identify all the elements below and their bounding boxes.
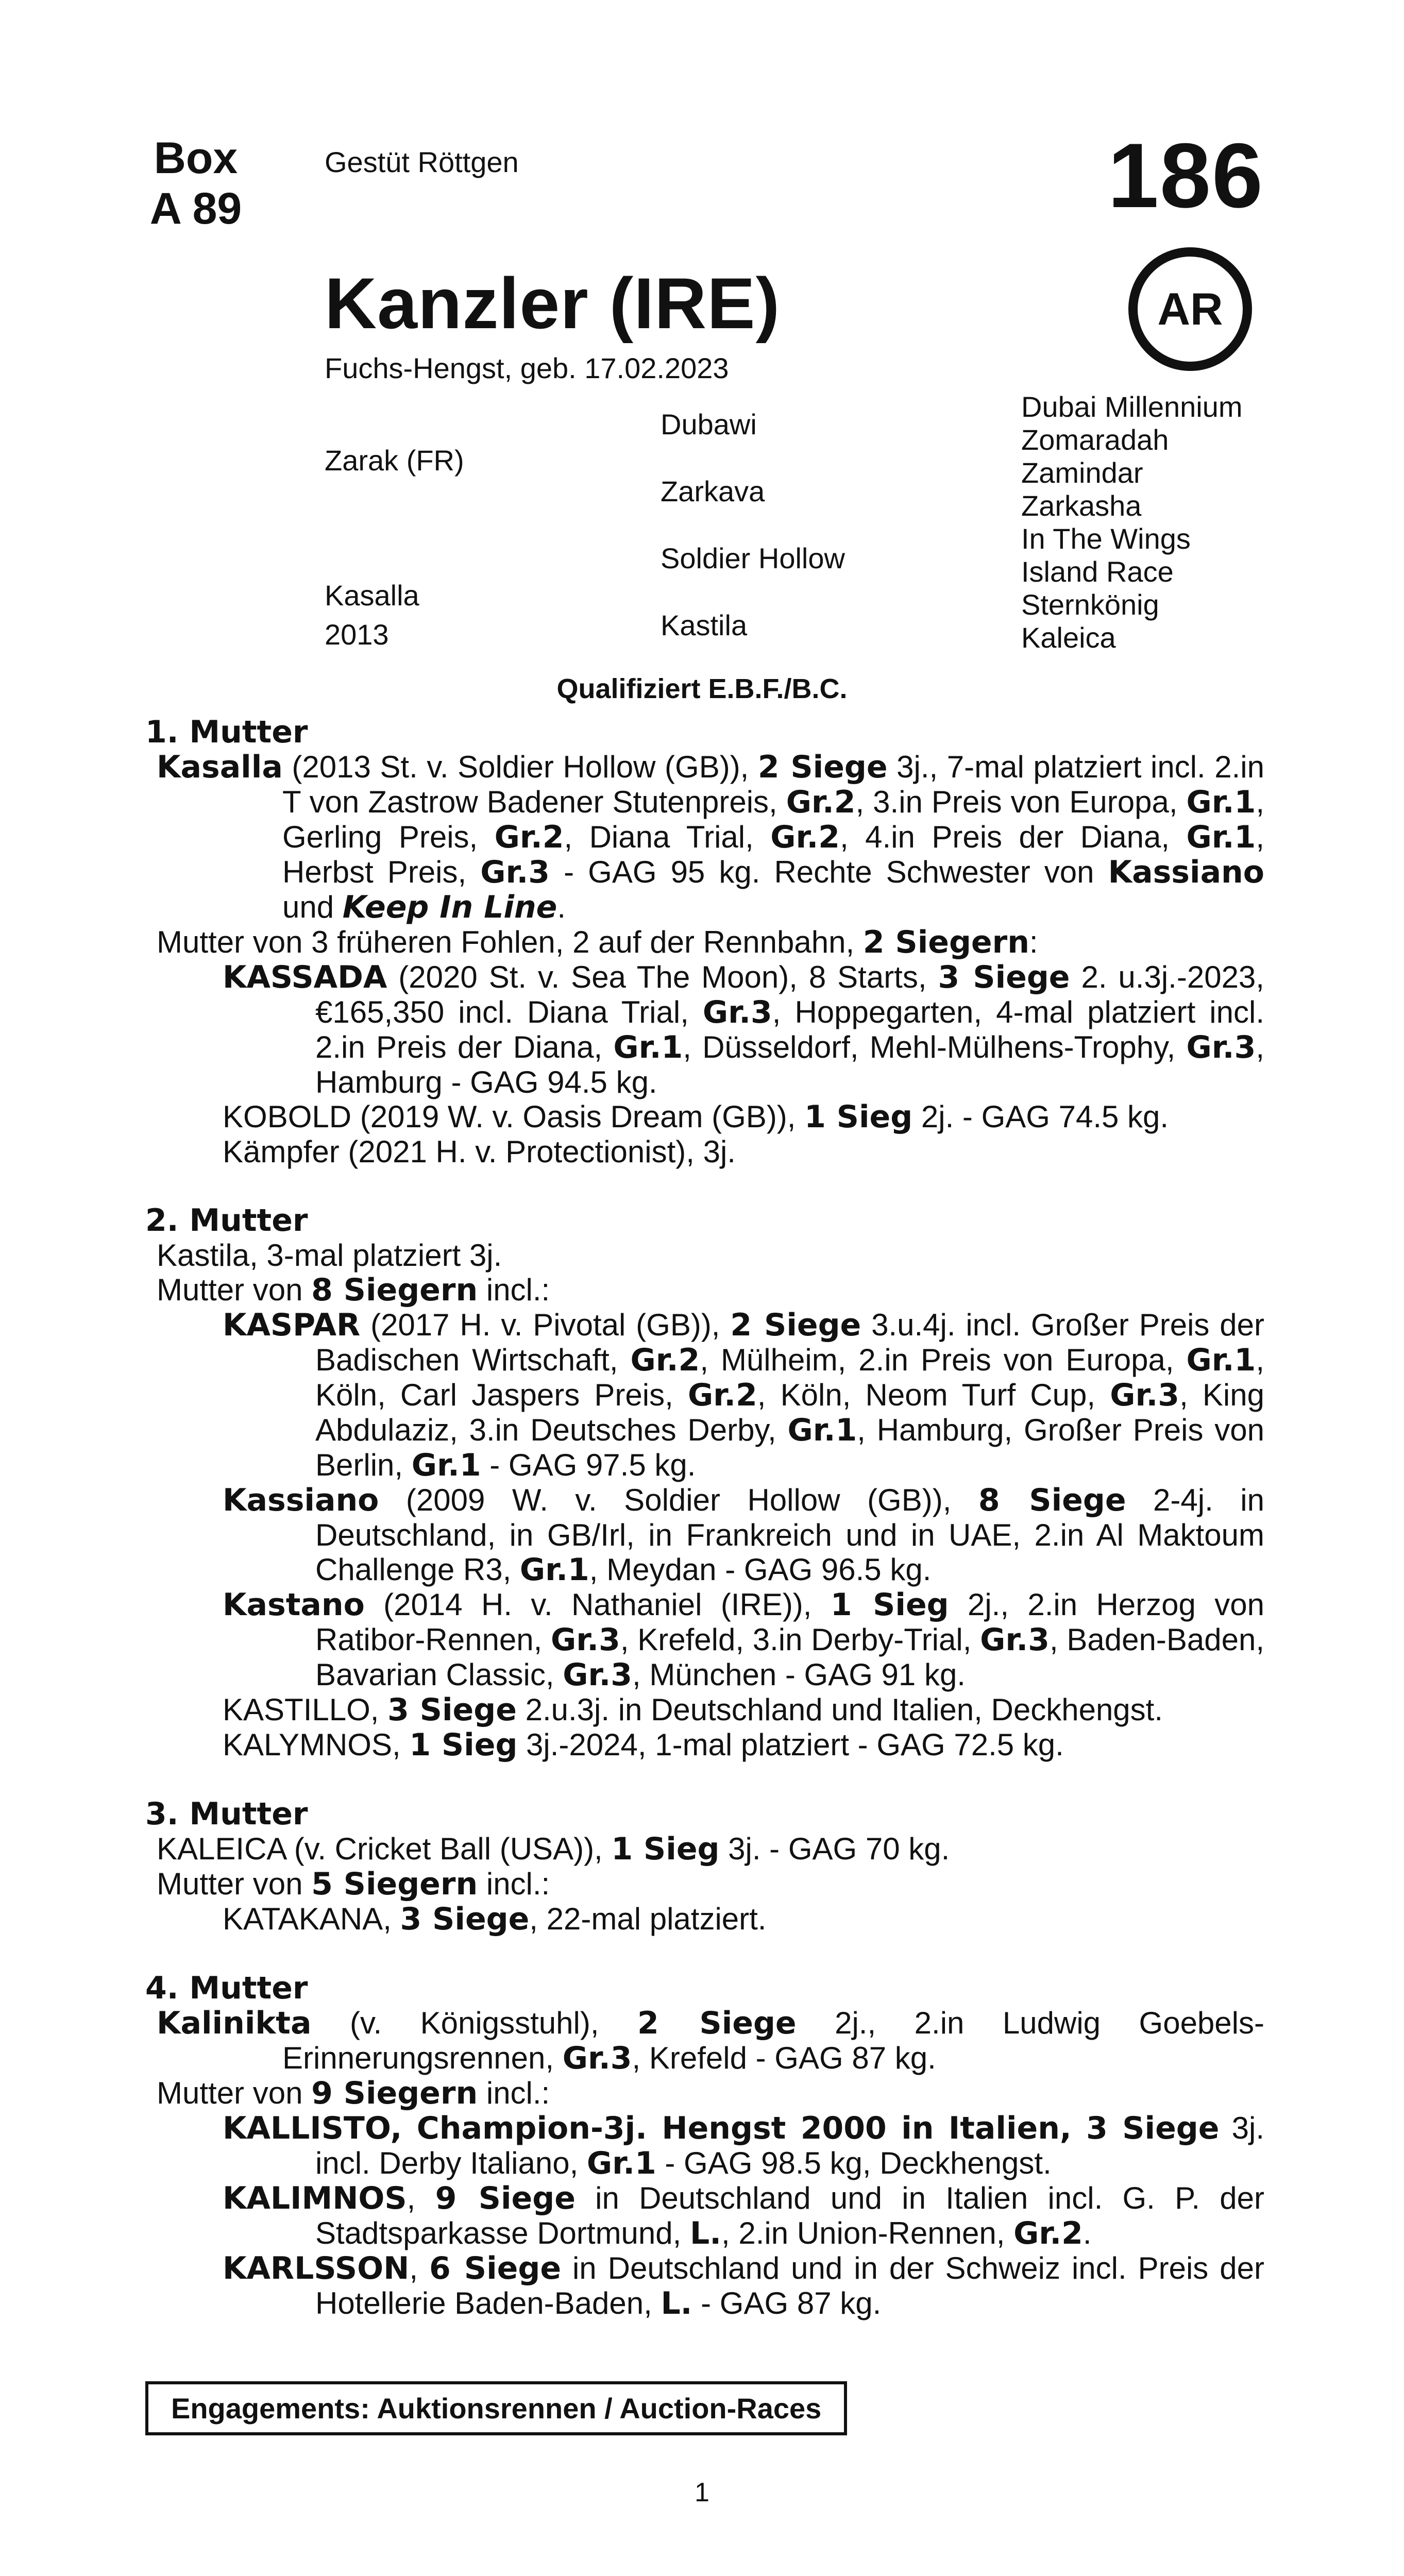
dam-entry bbox=[157, 1832, 1264, 1867]
grade: Gr.2 bbox=[494, 819, 564, 855]
grade: Gr.3 bbox=[551, 1622, 620, 1658]
text: 3j. incl. Derby Italiano, bbox=[315, 2111, 1264, 2180]
text: , Meydan - GAG 96.5 kg. bbox=[589, 1552, 932, 1587]
text: in Deutschland und in Italien incl. G. P. der Stadtsparkasse Dortmund, bbox=[315, 2181, 1264, 2250]
pedigree-dam-dam: Kastila bbox=[661, 609, 748, 641]
wins: 9 Siege bbox=[435, 2180, 576, 2216]
text: , Gerling Preis, bbox=[282, 785, 1264, 854]
text: , King Abdulaziz, 3.in Deutsches Derby, bbox=[315, 1378, 1264, 1447]
text: : bbox=[1029, 925, 1038, 959]
grade: Gr.3 bbox=[702, 994, 772, 1030]
dam-entry bbox=[157, 1238, 1264, 1273]
horse-description: Fuchs-Hengst, geb. 17.02.2023 bbox=[325, 352, 729, 384]
text: , 4.in Preis der Diana, bbox=[840, 820, 1187, 854]
winners: 9 Siegern bbox=[311, 2075, 478, 2111]
horse-name-bold: KALIMNOS bbox=[223, 2180, 407, 2216]
text: - GAG 97.5 kg. bbox=[481, 1448, 696, 1482]
wins: 1 Sieg bbox=[409, 1727, 518, 1763]
winners: 2 Siegern bbox=[862, 924, 1029, 960]
pedigree-gen3 bbox=[1021, 391, 1243, 654]
wins: 3 Siege bbox=[938, 959, 1070, 995]
grade: Gr.3 bbox=[1186, 1029, 1256, 1065]
pedigree-gen3-item: In The Wings bbox=[1021, 522, 1191, 555]
text: 3j., 7-mal platziert incl. 2.in T von Zastrow Badener Stutenpreis, bbox=[282, 750, 1264, 819]
text: (2014 H. v. Nathaniel (IRE)), bbox=[364, 1587, 831, 1622]
offspring-entry bbox=[145, 2251, 1264, 2321]
grade: Gr.1 bbox=[519, 1552, 589, 1588]
text: , Hamburg - GAG 94.5 kg. bbox=[315, 1030, 1264, 1099]
wins: 1 Sieg bbox=[804, 1099, 913, 1135]
wins: 3 Siege bbox=[400, 1901, 530, 1937]
text: 2j., 2.in Ludwig Goebels-Erinnerungsrennen, bbox=[282, 2006, 1264, 2075]
text: Mutter von bbox=[157, 1867, 312, 1901]
text: incl.: bbox=[478, 1867, 550, 1901]
text: , München - GAG 91 kg. bbox=[632, 1657, 966, 1692]
offspring-entry bbox=[145, 1483, 1264, 1587]
pedigree-sire: Zarak (FR) bbox=[325, 444, 464, 477]
text: 2j., 2.in Herzog von Ratibor-Rennen, bbox=[315, 1587, 1264, 1657]
horse-name-bold: Kastano bbox=[223, 1587, 365, 1623]
text: KOBOLD (2019 W. v. Oasis Dream (GB)), bbox=[223, 1099, 805, 1134]
pedigree-gen3-item: Dubai Millennium bbox=[1021, 391, 1243, 423]
offspring-summary bbox=[157, 2076, 1264, 2111]
section-title-dam-2: 2. Mutter bbox=[145, 1202, 308, 1239]
text: KASTILLO, bbox=[223, 1692, 388, 1727]
text: Mutter von 3 früheren Fohlen, 2 auf der Rennbahn, bbox=[157, 925, 863, 959]
text: (2017 H. v. Pivotal (GB)), bbox=[360, 1308, 731, 1342]
text: , Düsseldorf, Mehl-Mülhens-Trophy, bbox=[683, 1030, 1187, 1064]
text: incl.: bbox=[478, 2076, 550, 2110]
text: , 3.in Preis von Europa, bbox=[855, 785, 1187, 819]
offspring-entry bbox=[145, 2111, 1264, 2181]
offspring-entry bbox=[145, 1692, 1264, 1727]
grade: Gr.1 bbox=[787, 1412, 857, 1448]
ar-badge: AR bbox=[1128, 247, 1252, 371]
text: 3j. - GAG 70 kg. bbox=[719, 1832, 950, 1866]
text: , Köln, Carl Jaspers Preis, bbox=[315, 1343, 1264, 1412]
pedigree-sire-dam: Zarkava bbox=[661, 475, 765, 507]
text: 2. u.3j.-2023, €165,350 incl. Diana Trial, bbox=[315, 960, 1264, 1029]
text: 2j. - GAG 74.5 kg. bbox=[912, 1099, 1169, 1134]
box-label bbox=[144, 133, 247, 234]
offspring-entry bbox=[145, 1727, 1264, 1762]
text: - GAG 98.5 kg, Deckhengst. bbox=[656, 2146, 1052, 2180]
text: Mutter von bbox=[157, 2076, 312, 2110]
grade: Gr.2 bbox=[1013, 2215, 1083, 2251]
text: , Mülheim, 2.in Preis von Europa, bbox=[700, 1343, 1187, 1377]
offspring-summary bbox=[157, 1273, 1264, 1308]
horse-name-bold: Kassiano bbox=[1108, 854, 1264, 890]
grade: Gr.3 bbox=[980, 1622, 1050, 1658]
catalogue-number: 186 bbox=[1108, 124, 1264, 227]
pedigree-gen3-item: Sternkönig bbox=[1021, 588, 1159, 621]
text: KALEICA (v. Cricket Ball (USA)), bbox=[157, 1832, 612, 1866]
horse-name: Kanzler (IRE) bbox=[325, 263, 781, 344]
grade: Gr.1 bbox=[411, 1447, 481, 1483]
text: (2009 W. v. Soldier Hollow (GB)), bbox=[379, 1483, 978, 1517]
wins: 6 Siege bbox=[429, 2250, 562, 2286]
offspring-summary bbox=[157, 925, 1264, 960]
text: , bbox=[409, 2251, 429, 2285]
wins: 2 Siege bbox=[637, 2005, 797, 2041]
box-line-2: A 89 bbox=[149, 184, 242, 233]
text: - GAG 87 kg. bbox=[692, 2286, 882, 2320]
wins: 1 Sieg bbox=[611, 1831, 720, 1867]
offspring-entry bbox=[145, 1902, 1264, 1937]
dam-entry bbox=[157, 2006, 1264, 2076]
text: , Hoppegarten, 4-mal platziert incl. 2.in Preis der Diana, bbox=[315, 995, 1264, 1064]
wins: 8 Siege bbox=[978, 1482, 1126, 1518]
grade: Gr.1 bbox=[1186, 784, 1256, 820]
grade: L. bbox=[661, 2285, 692, 2321]
text: in Deutschland und in der Schweiz incl. Preis der Hotellerie Baden-Baden, bbox=[315, 2251, 1264, 2320]
text: (2013 St. v. Soldier Hollow (GB)), bbox=[282, 750, 758, 784]
horse-name-bold: KALLISTO, Champion-3j. Hengst 2000 in Italien, 3 Siege bbox=[223, 2110, 1220, 2146]
grade: Gr.3 bbox=[480, 854, 550, 890]
pedigree-gen3-item: Zomaradah bbox=[1021, 423, 1169, 456]
text: , Köln, Neom Turf Cup, bbox=[757, 1378, 1110, 1412]
pedigree-gen3-item: Zamindar bbox=[1021, 456, 1143, 489]
text: (v. Königsstuhl), bbox=[311, 2006, 638, 2040]
text: , Krefeld - GAG 87 kg. bbox=[632, 2041, 936, 2075]
grade: Gr.2 bbox=[630, 1342, 700, 1378]
breeder: Gestüt Röttgen bbox=[325, 146, 519, 178]
page-number: 1 bbox=[695, 2478, 709, 2507]
horse-name-bold: Kassiano bbox=[223, 1482, 379, 1518]
horse-name-bold: KARLSSON bbox=[223, 2250, 410, 2286]
section-title-dam-1: 1. Mutter bbox=[145, 714, 308, 750]
text: KALYMNOS, bbox=[223, 1727, 410, 1762]
text: , Herbst Preis, bbox=[282, 820, 1264, 889]
engagements-box: Engagements: Auktionsrennen / Auction-Races bbox=[145, 2381, 847, 2435]
text: , Diana Trial, bbox=[564, 820, 771, 854]
text: Kämpfer (2021 H. v. Protectionist), 3j. bbox=[223, 1134, 736, 1169]
text: , Krefeld, 3.in Derby-Trial, bbox=[620, 1622, 980, 1657]
box-line-1: Box bbox=[154, 133, 238, 183]
grade: Gr.3 bbox=[1110, 1377, 1180, 1413]
text: . bbox=[557, 890, 566, 924]
text: , 2.in Union-Rennen, bbox=[721, 2216, 1014, 2250]
winners: 8 Siegern bbox=[311, 1272, 478, 1308]
text: - GAG 95 kg. Rechte Schwester von bbox=[550, 855, 1108, 889]
text: Kastila, 3-mal platziert 3j. bbox=[157, 1238, 502, 1273]
text: incl.: bbox=[478, 1273, 550, 1307]
horse-name-italic: Keep In Line bbox=[342, 889, 557, 925]
grade: Gr.3 bbox=[563, 1657, 633, 1693]
wins: 2 Siege bbox=[730, 1307, 861, 1343]
text: 3j.-2024, 1-mal platziert - GAG 72.5 kg. bbox=[517, 1727, 1064, 1762]
offspring-entry bbox=[145, 1099, 1264, 1134]
horse-name-bold: KASSADA bbox=[223, 959, 387, 995]
offspring-summary bbox=[157, 1867, 1264, 1902]
horse-name-bold: KASPAR bbox=[223, 1307, 361, 1343]
grade: Gr.1 bbox=[1186, 819, 1256, 855]
text: (2020 St. v. Sea The Moon), 8 Starts, bbox=[387, 960, 938, 994]
text: Mutter von bbox=[157, 1273, 312, 1307]
grade: Gr.2 bbox=[786, 784, 856, 820]
text: , Hamburg, Großer Preis von Berlin, bbox=[315, 1413, 1264, 1482]
section-title-dam-4: 4. Mutter bbox=[145, 1970, 308, 2006]
text: , Baden-Baden, Bavarian Classic, bbox=[315, 1622, 1265, 1692]
section-title-dam-3: 3. Mutter bbox=[145, 1796, 308, 1832]
text: , bbox=[407, 2181, 435, 2215]
text: , 22-mal platziert. bbox=[529, 1902, 767, 1936]
grade: Gr.1 bbox=[1186, 1342, 1256, 1378]
offspring-entry bbox=[145, 2181, 1264, 2251]
winners: 5 Siegern bbox=[311, 1866, 478, 1902]
text: . bbox=[1082, 2216, 1092, 2250]
horse-name-bold: Kalinikta bbox=[157, 2005, 312, 2041]
grade: Gr.2 bbox=[687, 1377, 757, 1413]
pedigree-gen3-item: Island Race bbox=[1021, 555, 1174, 588]
grade: Gr.1 bbox=[586, 2145, 656, 2181]
text: 2.u.3j. in Deutschland und Italien, Deckhengst. bbox=[516, 1692, 1163, 1727]
grade: Gr.2 bbox=[770, 819, 840, 855]
grade: Gr.3 bbox=[562, 2040, 632, 2076]
qualification: Qualifiziert E.B.F./B.C. bbox=[556, 673, 848, 704]
pedigree-dam-sire: Soldier Hollow bbox=[661, 542, 845, 574]
grade: Gr.1 bbox=[613, 1029, 683, 1065]
pedigree-gen3-item: Zarkasha bbox=[1021, 489, 1142, 522]
text: KATAKANA, bbox=[223, 1902, 400, 1936]
offspring-entry bbox=[145, 1308, 1264, 1483]
family-section bbox=[145, 715, 1264, 2321]
offspring-entry bbox=[145, 960, 1264, 1099]
offspring-entry bbox=[145, 1134, 1264, 1169]
offspring-entry bbox=[145, 1587, 1264, 1692]
wins: 3 Siege bbox=[387, 1692, 517, 1728]
grade: L. bbox=[690, 2215, 722, 2251]
text: und bbox=[282, 890, 343, 924]
pedigree-dam-year: 2013 bbox=[325, 618, 389, 651]
pedigree-gen3-item: Kaleica bbox=[1021, 621, 1116, 654]
wins: 2 Siege bbox=[757, 749, 888, 785]
dam-entry bbox=[157, 750, 1264, 925]
pedigree-sire-sire: Dubawi bbox=[661, 408, 757, 440]
pedigree-dam: Kasalla bbox=[325, 579, 419, 612]
text: 3.u.4j. incl. Großer Preis der Badischen Wirtschaft, bbox=[315, 1308, 1264, 1377]
text: 2-4j. in Deutschland, in GB/Irl, in Frankreich und in UAE, 2.in Al Maktoum Challenge R3, bbox=[315, 1483, 1265, 1587]
wins: 1 Sieg bbox=[830, 1587, 949, 1623]
horse-name-bold: Kasalla bbox=[157, 749, 283, 785]
